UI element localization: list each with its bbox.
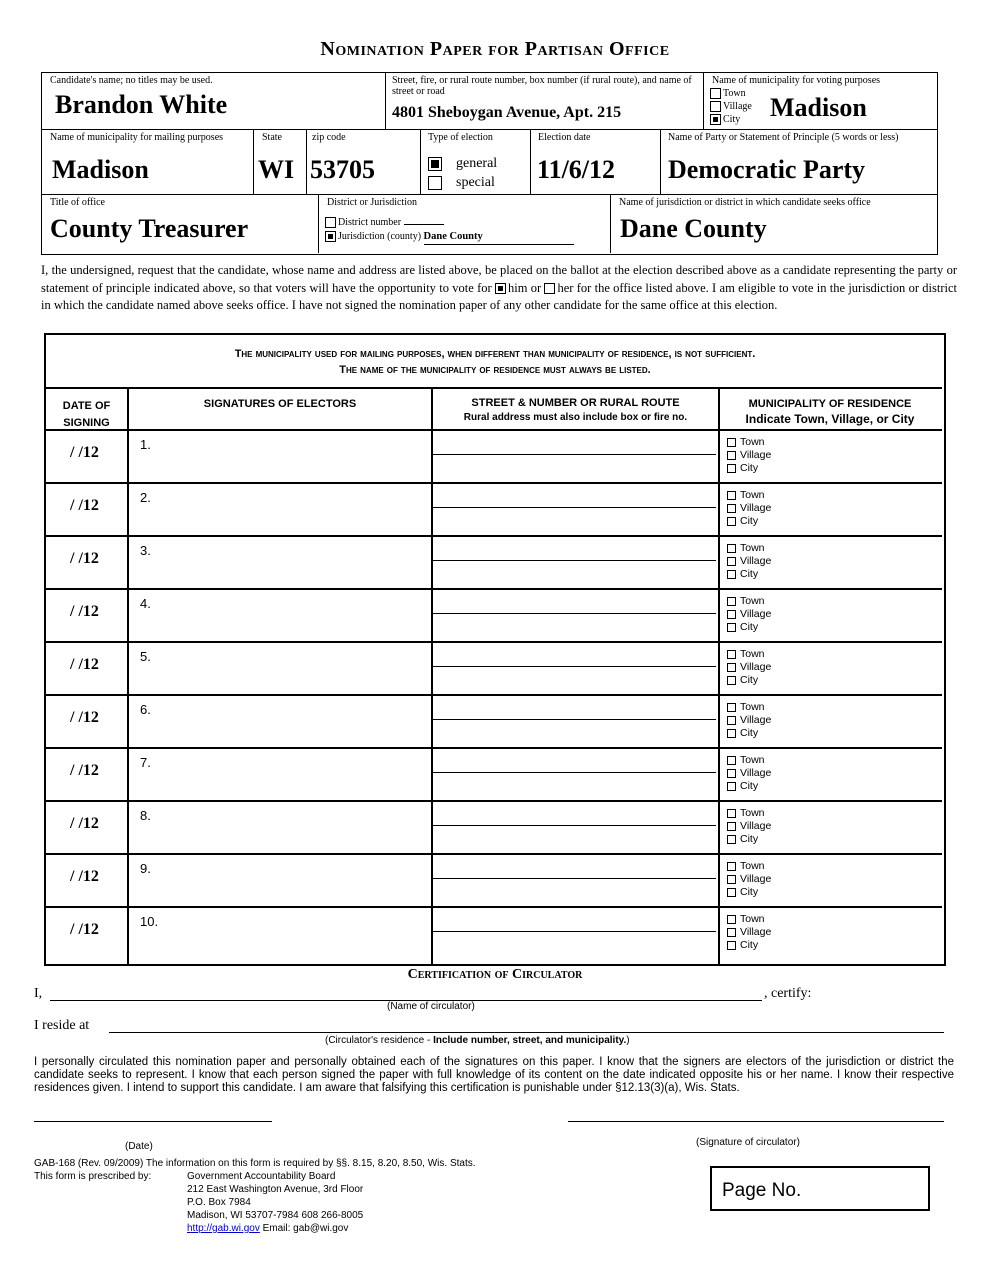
col-header-muni-sub: Indicate Town, Village, or City <box>745 412 915 426</box>
voting-muni-label: Name of municipality for voting purposes <box>712 75 881 86</box>
district-label: District or Jurisdiction <box>327 197 417 208</box>
checkbox-village[interactable] <box>727 610 736 619</box>
row-date[interactable]: / /12 <box>70 815 99 832</box>
jurisdiction-county-value: Dane County <box>424 230 574 245</box>
checkbox-her[interactable] <box>544 283 555 294</box>
row-muni-options: Town Village City <box>727 436 771 475</box>
checkbox-village[interactable] <box>710 101 721 112</box>
signature-line[interactable] <box>568 1121 944 1122</box>
voting-municipality: Madison <box>770 93 867 122</box>
street-line[interactable] <box>433 772 716 773</box>
signature-field[interactable] <box>130 749 428 798</box>
row-muni-options: Town Village City <box>727 542 771 581</box>
prescribed-label: This form is prescribed by: <box>34 1171 152 1182</box>
signature-field[interactable] <box>130 855 428 904</box>
checkbox-town[interactable] <box>727 650 736 659</box>
signature-field[interactable] <box>130 484 428 533</box>
checkbox-village[interactable] <box>727 875 736 884</box>
page-number-box[interactable]: Page No. <box>710 1166 930 1211</box>
checkbox-city[interactable] <box>727 570 736 579</box>
checkbox-village[interactable] <box>727 716 736 725</box>
row-date[interactable]: / /12 <box>70 868 99 885</box>
checkbox-city[interactable] <box>727 941 736 950</box>
row-muni-options: Town Village City <box>727 807 771 846</box>
col-header-street-sub: Rural address must also include box or fire no. <box>463 412 688 423</box>
checkbox-village[interactable] <box>727 769 736 778</box>
signature-cell-label: 4. <box>140 596 151 611</box>
table-notice: The municipality used for mailing purposes, when different than municipality of residence, is not sufficient. The name of the municipality of residence must always be listed. <box>234 348 756 376</box>
certify-label: , certify: <box>764 986 812 1001</box>
checkbox-village[interactable] <box>727 822 736 831</box>
date-line[interactable] <box>34 1121 272 1122</box>
col-header-signature: SIGNATURES OF ELECTORS <box>203 398 357 410</box>
party-label: Name of Party or Statement of Principle (5 words or less) <box>668 132 899 143</box>
checkbox-city[interactable] <box>727 464 736 473</box>
checkbox-city[interactable] <box>727 782 736 791</box>
agency-address: Government Accountability Board 212 East Washington Avenue, 3rd Floor P.O. Box 7984 Madison, WI 53707-7984 608 266-8005 http://gab.wi.gov Email: gab@wi.gov <box>187 1171 364 1234</box>
zip-value: 53705 <box>310 155 375 184</box>
election-date-label: Election date <box>538 132 591 143</box>
street-label: Street, fire, or rural route number, box number (if rural route), and name of street or road <box>392 75 692 97</box>
checkbox-city[interactable] <box>727 623 736 632</box>
signature-field[interactable] <box>130 643 428 692</box>
checkbox-town[interactable] <box>727 809 736 818</box>
row-date[interactable]: / /12 <box>70 709 99 726</box>
voting-muni-options: Town Village City <box>710 87 752 126</box>
certification-title: Certification of Circulator <box>407 967 583 982</box>
checkbox-special[interactable] <box>428 176 442 190</box>
row-muni-options: Town Village City <box>727 754 771 793</box>
street-line[interactable] <box>433 613 716 614</box>
signature-field[interactable] <box>130 537 428 586</box>
checkbox-town[interactable] <box>727 915 736 924</box>
street-line[interactable] <box>433 666 716 667</box>
street-line[interactable] <box>433 507 716 508</box>
checkbox-village[interactable] <box>727 663 736 672</box>
signature-cell-label: 1. <box>140 437 151 452</box>
state-value: WI <box>258 155 295 184</box>
signature-field[interactable] <box>130 908 428 957</box>
checkbox-town[interactable] <box>727 862 736 871</box>
signature-cell-label: 8. <box>140 808 151 823</box>
row-muni-options: Town Village City <box>727 860 771 899</box>
checkbox-city[interactable] <box>727 835 736 844</box>
certification-body: I personally circulated this nomination paper and personally obtained each of the signatures on this paper. I know that the signers are electors of the jurisdiction or district the candidate seeks to represent. I know that each person signed the paper with full knowledge of its content on the date indicated opposite his or her name. I know their respective residences given. I intend to support this candidate. I am aware that falsifying this certification is punishable under §12.13(3)(a), Wis. Stats. <box>34 1056 954 1094</box>
signature-cell-label: 2. <box>140 490 151 505</box>
checkbox-him[interactable] <box>495 283 506 294</box>
row-date[interactable]: / /12 <box>70 550 99 567</box>
checkbox-city[interactable] <box>727 888 736 897</box>
col-header-muni: MUNICIPALITY OF RESIDENCE <box>748 398 912 410</box>
jurisdiction-name: Dane County <box>620 214 767 243</box>
zip-label: zip code <box>312 132 346 143</box>
office-label: Title of office <box>50 197 105 208</box>
signature-cell-label: 10. <box>140 914 159 929</box>
street-line[interactable] <box>433 931 716 932</box>
checkbox-village[interactable] <box>727 928 736 937</box>
candidate-name-label: Candidate's name; no titles may be used. <box>50 75 213 86</box>
checkbox-town[interactable] <box>727 597 736 606</box>
signature-field[interactable] <box>130 431 428 480</box>
election-type-options: general special <box>428 154 497 192</box>
agency-url-link[interactable]: http://gab.wi.gov <box>187 1223 260 1234</box>
checkbox-city[interactable] <box>727 517 736 526</box>
signature-cell-label: 9. <box>140 861 151 876</box>
residence-caption: (Circulator's residence - Include number, street, and municipality.) <box>325 1035 630 1046</box>
form-title: Nomination Paper for Partisan Office <box>320 38 670 60</box>
checkbox-city[interactable] <box>710 114 721 125</box>
checkbox-jurisdiction[interactable] <box>325 231 336 242</box>
checkbox-village[interactable] <box>727 504 736 513</box>
row-date[interactable]: / /12 <box>70 762 99 779</box>
signature-caption: (Signature of circulator) <box>696 1137 800 1148</box>
row-date[interactable]: / /12 <box>70 444 99 461</box>
name-caption: (Name of circulator) <box>387 1001 475 1012</box>
row-date[interactable]: / /12 <box>70 497 99 514</box>
checkbox-town[interactable] <box>727 491 736 500</box>
row-muni-options: Town Village City <box>727 595 771 634</box>
certification-i-label: I, <box>34 986 43 1001</box>
signature-cell-label: 6. <box>140 702 151 717</box>
signature-field[interactable] <box>130 696 428 745</box>
signature-cell-label: 7. <box>140 755 151 770</box>
jurisdiction-name-label: Name of jurisdiction or district in which candidate seeks office <box>619 197 871 208</box>
candidate-name: Brandon White <box>55 90 228 119</box>
street-line[interactable] <box>433 454 716 455</box>
checkbox-town[interactable] <box>727 703 736 712</box>
checkbox-town[interactable] <box>710 88 721 99</box>
signature-cell-label: 3. <box>140 543 151 558</box>
col-header-street: STREET & NUMBER OR RURAL ROUTE <box>471 397 680 409</box>
checkbox-general[interactable] <box>428 157 442 171</box>
col-header-date: DATE OF SIGNING <box>62 400 111 429</box>
mailing-muni-label: Name of municipality for mailing purposes <box>50 132 224 143</box>
party-name: Democratic Party <box>668 155 866 184</box>
mailing-municipality: Madison <box>52 155 149 184</box>
row-date[interactable]: / /12 <box>70 656 99 673</box>
row-muni-options: Town Village City <box>727 913 771 952</box>
signature-field[interactable] <box>130 802 428 851</box>
reside-label: I reside at <box>34 1018 90 1033</box>
date-caption: (Date) <box>125 1141 153 1152</box>
checkbox-city[interactable] <box>727 729 736 738</box>
street-line[interactable] <box>433 825 716 826</box>
candidate-street: 4801 Sheboygan Avenue, Apt. 215 <box>392 104 622 121</box>
street-line[interactable] <box>433 878 716 879</box>
checkbox-village[interactable] <box>727 557 736 566</box>
district-options: District number Jurisdiction (county) Dane County <box>325 216 574 245</box>
checkbox-town[interactable] <box>727 544 736 553</box>
checkbox-city[interactable] <box>727 676 736 685</box>
election-type-label: Type of election <box>428 132 493 143</box>
checkbox-town[interactable] <box>727 756 736 765</box>
checkbox-district-number[interactable] <box>325 217 336 228</box>
street-line[interactable] <box>433 560 716 561</box>
office-title: County Treasurer <box>50 214 249 243</box>
checkbox-village[interactable] <box>727 451 736 460</box>
row-date[interactable]: / /12 <box>70 921 99 938</box>
form-id: GAB-168 (Rev. 09/2009) The information on this form is required by §§. 8.15, 8.20, 8.50, Wis. Stats. <box>34 1158 476 1169</box>
election-date: 11/6/12 <box>537 155 616 184</box>
signature-cell-label: 5. <box>140 649 151 664</box>
signature-field[interactable] <box>130 590 428 639</box>
row-date[interactable]: / /12 <box>70 603 99 620</box>
street-line[interactable] <box>433 719 716 720</box>
checkbox-town[interactable] <box>727 438 736 447</box>
elector-statement: I, the undersigned, request that the candidate, whose name and address are listed above, be placed on the ballot at the election described above as a candidate representing the party or statement of principle indicated above, so that voters will have the opportunity to vote for him or her for the office listed above. I am eligible to vote in the jurisdiction or district in which the candidate named above seeks office. I have not signed the nomination paper of any other candidate for the same office at this election. <box>41 263 958 312</box>
row-muni-options: Town Village City <box>727 648 771 687</box>
row-muni-options: Town Village City <box>727 489 771 528</box>
circulator-residence-line[interactable] <box>109 1032 944 1033</box>
row-muni-options: Town Village City <box>727 701 771 740</box>
state-label: State <box>262 132 282 143</box>
